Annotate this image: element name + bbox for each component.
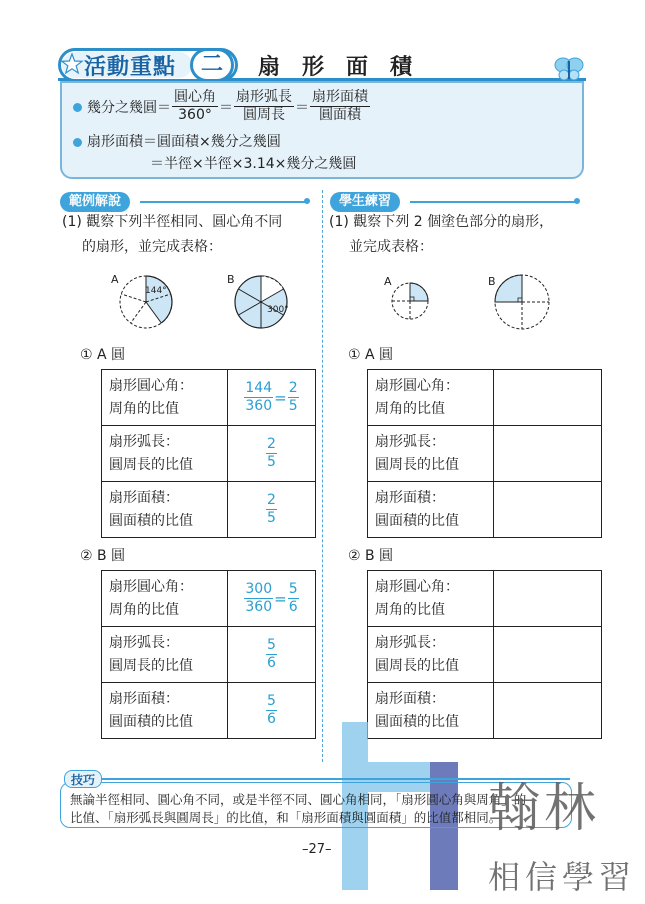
table-row xyxy=(368,426,602,482)
table-row xyxy=(102,426,316,482)
row-answer: $\frac{5}{6}$ xyxy=(228,627,316,683)
practice-circle-b-diagram xyxy=(493,273,551,331)
page-number: –27– xyxy=(302,842,332,857)
circle-b-label: B xyxy=(227,273,235,286)
practice-circle-a-diagram xyxy=(390,281,430,321)
header-number: 二 xyxy=(190,48,234,82)
table-row xyxy=(368,571,602,627)
row-answer: $\frac{5}{6}$ xyxy=(228,683,316,739)
formula-line-2: 扇形面積＝圓面積×幾分之幾圓 xyxy=(87,134,281,150)
tip-line-1: 無論半徑相同、圓心角不同，或是半徑不同、圓心角相同，「扇形圓心角與周角」的 xyxy=(70,792,527,807)
practice-circle-a-label: A xyxy=(384,275,392,288)
fraction-arc: $\frac{\text{扇形弧長}}{\text{圓周長}}$ xyxy=(236,89,292,123)
table-row xyxy=(102,370,316,426)
fraction-angle: $\frac{\text{圓心角}}{360^\circ}$ xyxy=(174,89,216,123)
butterfly-icon xyxy=(553,56,585,82)
formula-line-1 xyxy=(87,89,371,124)
practice-tag: 學生練習 xyxy=(330,192,400,212)
row-label: 扇形圓心角： 周角的比值 xyxy=(368,571,494,627)
example-table-b xyxy=(101,570,316,739)
row-label: 扇形面積： 圓面積的比值 xyxy=(102,482,228,538)
equals-sign: ＝ xyxy=(295,99,309,116)
table-row xyxy=(102,683,316,739)
example-table-a xyxy=(101,369,316,538)
tag-rule-end xyxy=(574,198,580,204)
row-answer: $\frac{300}{360}$ = $\frac{5}{6}$ xyxy=(228,571,316,627)
row-answer: $\frac{144}{360}$ = $\frac{2}{5}$ xyxy=(228,370,316,426)
tip-line-2: 比值、「扇形弧長與圓周長」的比值，和「扇形面積與圓面積」的比值都相同。 xyxy=(70,810,502,825)
fraction-area: $\frac{\text{扇形面積}}{\text{圓面積}}$ xyxy=(312,89,368,123)
brand-logo-text: 翰林 xyxy=(488,779,601,839)
example-question-line-1: (1) 觀察下列半徑相同、圓心角不同 xyxy=(62,214,283,230)
table-row xyxy=(368,627,602,683)
row-answer: $\frac{2}{5}$ xyxy=(228,482,316,538)
row-label: 扇形弧長： 圓周長的比值 xyxy=(368,627,494,683)
example-tag: 範例解說 xyxy=(60,192,130,212)
answer-cell[interactable] xyxy=(494,426,602,482)
table-row xyxy=(102,627,316,683)
practice-table-a xyxy=(367,369,602,538)
right-sub-a: ① A 圓 xyxy=(348,347,394,363)
column-divider xyxy=(322,190,323,762)
tag-rule-end xyxy=(304,198,310,204)
row-label: 扇形弧長： 圓周長的比值 xyxy=(368,426,494,482)
bullet-dot xyxy=(73,103,82,112)
row-label: 扇形弧長： 圓周長的比值 xyxy=(102,426,228,482)
circle-b-angle: 300° xyxy=(267,305,289,315)
tip-tag: 技巧 xyxy=(64,770,102,788)
right-sub-b: ② B 圓 xyxy=(348,548,394,564)
row-label: 扇形面積： 圓面積的比值 xyxy=(102,683,228,739)
row-label: 扇形弧長： 圓周長的比值 xyxy=(102,627,228,683)
example-question-line-2: 的扇形，並完成表格： xyxy=(82,239,222,255)
header-main-label: 活動重點 xyxy=(84,55,177,80)
tag-rule xyxy=(410,201,578,203)
bullet-dot xyxy=(73,138,82,147)
practice-question-line-2: 並完成表格： xyxy=(349,239,433,255)
answer-cell[interactable] xyxy=(494,627,602,683)
row-label: 扇形面積： 圓面積的比值 xyxy=(368,482,494,538)
circle-a-angle: 144° xyxy=(145,286,167,296)
practice-question-line-1: (1) 觀察下列 2 個塗色部分的扇形， xyxy=(329,214,554,230)
left-sub-b: ② B 圓 xyxy=(80,548,126,564)
formula-lead: 幾分之幾圓＝ xyxy=(87,99,171,116)
tag-rule xyxy=(140,201,308,203)
row-answer: $\frac{2}{5}$ xyxy=(228,426,316,482)
row-label: 扇形圓心角： 周角的比值 xyxy=(368,370,494,426)
page-title: 扇形面積 xyxy=(258,55,435,80)
answer-cell[interactable] xyxy=(494,571,602,627)
star-icon xyxy=(60,52,84,76)
answer-cell[interactable] xyxy=(494,482,602,538)
answer-cell[interactable] xyxy=(494,683,602,739)
row-label: 扇形面積： 圓面積的比值 xyxy=(368,683,494,739)
circle-b-diagram xyxy=(233,274,289,330)
row-label: 扇形圓心角： 周角的比值 xyxy=(102,370,228,426)
equals-sign: ＝ xyxy=(219,99,233,116)
brand-slogan: 相信學習 xyxy=(488,858,637,896)
table-row xyxy=(368,482,602,538)
practice-circle-b-label: B xyxy=(488,275,496,288)
table-row xyxy=(102,571,316,627)
left-sub-a: ① A 圓 xyxy=(80,347,126,363)
table-row xyxy=(102,482,316,538)
circle-a-diagram xyxy=(118,274,174,330)
row-label: 扇形圓心角： 周角的比值 xyxy=(102,571,228,627)
practice-table-b xyxy=(367,570,602,739)
table-row xyxy=(368,370,602,426)
answer-cell[interactable] xyxy=(494,370,602,426)
circle-a-label: A xyxy=(111,273,119,286)
formula-line-3: ＝半徑×半徑×3.14×幾分之幾圓 xyxy=(150,156,357,172)
